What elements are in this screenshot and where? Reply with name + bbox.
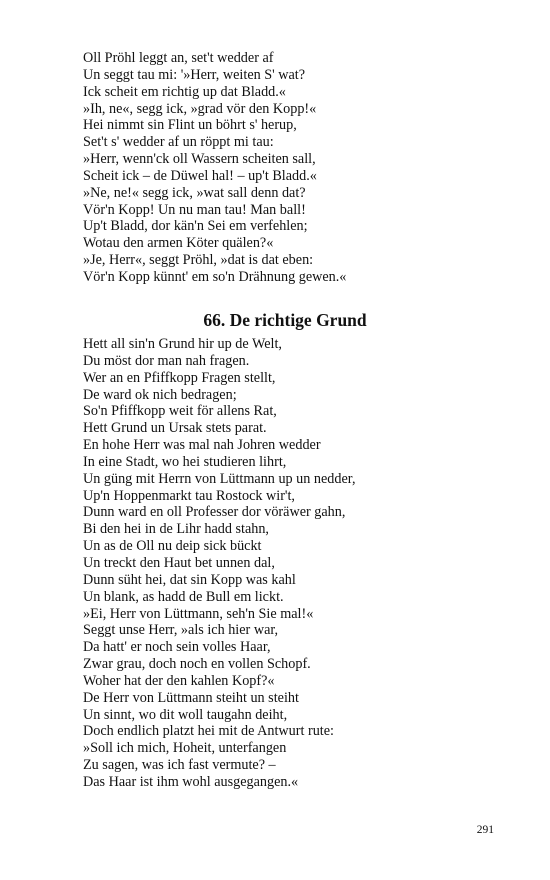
poem-line: Seggt unse Herr, »als ich hier war, [83, 622, 279, 639]
poem-line: De ward ok nich bedragen; [83, 386, 237, 403]
poem-line: »Ih, ne«, segg ick, »grad vör den Kopp!« [83, 100, 317, 117]
poem-line: Zu sagen, was ich fast vermute? – [83, 757, 276, 774]
poem-line: Hei nimmt sin Flint un böhrt s' herup, [83, 117, 297, 134]
poem-line: Un güng mit Herrn von Lüttmann up un nedder, [83, 470, 356, 487]
poem-line: Hett all sin'n Grund hir up de Welt, [83, 336, 282, 352]
page-number: 291 [476, 824, 494, 836]
poem-line: Du möst dor man nah fragen. [83, 352, 250, 369]
poem-line: Up'n Hoppenmarkt tau Rostock wir't, [83, 487, 295, 504]
poem-line: Wotau den armen Köter quälen?« [83, 235, 274, 252]
poem-line: Un seggt tau mi: '»Herr, weiten S' wat? [83, 66, 306, 83]
poem-line: So'n Pfiffkopp weit för allens Rat, [83, 403, 277, 420]
poem-line: Woher hat der den kahlen Kopf?« [83, 672, 275, 689]
poem-line: Un as de Oll nu deip sick bückt [83, 538, 262, 555]
poem-line: Wer an en Pfiffkopp Fragen stellt, [83, 369, 276, 386]
poem-line: Vör'n Kopp künnt' em so'n Drähnung gewen.« [83, 268, 347, 285]
poem-line: Da hatt' er noch sein volles Haar, [83, 639, 271, 656]
poem-line: Up't Bladd, dor kän'n Sei em verfehlen; [83, 218, 308, 235]
poem-line: »Ne, ne!« segg ick, »wat sall denn dat? [83, 184, 306, 201]
poem-line: En hohe Herr was mal nah Johren wedder [83, 437, 321, 454]
poem-line: Oll Pröhl leggt an, set't wedder af [83, 50, 274, 66]
poem-line: »Soll ich mich, Hoheit, unterfangen [83, 740, 287, 757]
poem-line: »Je, Herr«, seggt Pröhl, »dat is dat eben: [83, 252, 314, 269]
poem-line: Dunn ward en oll Professer dor vöräwer gahn, [83, 504, 346, 521]
poem-line: Vör'n Kopp! Un nu man tau! Man ball! [83, 201, 306, 218]
poem-line: De Herr von Lüttmann steiht un steiht [83, 689, 299, 706]
poem-body [83, 336, 356, 791]
poem-line: Bi den hei in de Lihr hadd stahn, [83, 521, 269, 538]
poem-line: In eine Stadt, wo hei studieren lihrt, [83, 453, 287, 470]
poem-line: Un blank, as hadd de Bull em lickt. [83, 588, 284, 605]
poem-line: »Ei, Herr von Lüttmann, seh'n Sie mal!« [83, 605, 314, 622]
poem-line: Das Haar ist ihm wohl ausgegangen.« [83, 773, 299, 790]
poem-line: Hett Grund un Ursak stets parat. [83, 420, 267, 437]
section-title: 66. De richtige Grund [203, 310, 367, 330]
poem-line: Un treckt den Haut bet unnen dal, [83, 554, 275, 571]
poem-line: Doch endlich platzt hei mit de Antwurt rute: [83, 723, 334, 740]
poem-line: Ick scheit em richtig up dat Bladd.« [83, 83, 286, 100]
poem-line: »Herr, wenn'ck oll Wassern scheiten sall, [83, 151, 316, 168]
poem-line: Un sinnt, wo dit woll taugahn deiht, [83, 706, 288, 723]
poem-line: Dunn süht hei, dat sin Kopp was kahl [83, 571, 296, 588]
poem-line: Scheit ick – de Düwel hal! – up't Bladd.« [83, 167, 317, 184]
poem-line: Zwar grau, doch noch en vollen Schopf. [83, 656, 311, 673]
poem-continuation [83, 50, 346, 286]
poem-line: Set't s' wedder af un röppt mi tau: [83, 134, 274, 151]
